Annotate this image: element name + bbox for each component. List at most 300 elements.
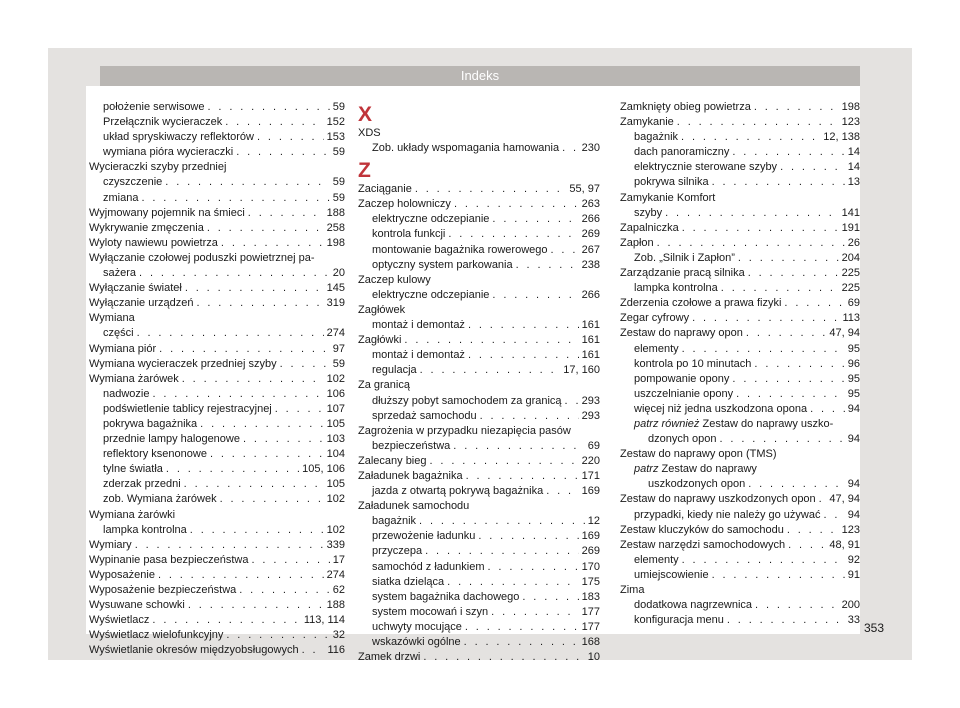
page-reference: 169	[581, 530, 600, 543]
dot-leader	[748, 477, 845, 492]
index-term-text: dach panoramiczny	[634, 146, 730, 159]
dot-leader	[454, 197, 579, 212]
header-title: Indeks	[460, 68, 500, 83]
page-reference: 12, 138	[823, 131, 860, 144]
index-term-text: reflektory ksenonowe	[103, 448, 207, 461]
page-reference: 188	[326, 206, 345, 219]
index-term	[89, 583, 236, 598]
index-term	[358, 197, 451, 212]
dot-leader	[226, 628, 329, 643]
dot-leader	[236, 145, 330, 160]
index-term	[634, 553, 679, 568]
index-term-text: przewożenie ładunku	[372, 530, 476, 543]
page-reference: 267	[581, 243, 600, 256]
index-term-text: przednie lampy halogenowe	[103, 433, 240, 446]
index-term-text: Zestaw do naprawy opon	[620, 327, 743, 340]
index-term-text: bezpieczeństwa	[372, 439, 451, 452]
index-term-text: Zestaw do naprawy	[661, 463, 757, 476]
index-term	[103, 145, 233, 160]
index-entry	[620, 160, 860, 175]
dot-leader	[732, 145, 844, 160]
page-reference: 12	[587, 515, 600, 528]
page-reference: 59	[332, 146, 345, 159]
index-entry	[358, 141, 600, 156]
index-term-text: montowanie bagażnika rowerowego	[372, 243, 548, 256]
index-term-text: elementy	[634, 553, 679, 566]
index-term	[620, 492, 816, 507]
page-reference: 59	[332, 191, 345, 204]
index-term-text: Wyłączanie świateł	[89, 282, 182, 295]
index-entry	[89, 160, 345, 175]
index-term	[103, 523, 187, 538]
index-term-text: Zagrożenia w przypadku niezapięcia pasów	[358, 424, 571, 437]
index-entry	[89, 613, 345, 628]
index-term-text: Zamykanie	[620, 116, 674, 129]
index-term	[372, 529, 475, 544]
index-entry	[620, 311, 860, 326]
index-term-text: montaż i demontaż	[372, 319, 465, 332]
dot-leader	[551, 243, 579, 258]
index-term-text: Wymiana żarówek	[89, 372, 179, 385]
index-term-text: więcej niż jedna uszkodzona opona	[634, 402, 808, 415]
dot-leader	[158, 568, 324, 583]
index-term-text: regulacja	[372, 364, 417, 377]
dot-leader	[788, 538, 826, 553]
index-term-text: Wyloty nawiewu powietrza	[89, 236, 218, 249]
page-reference: 113	[842, 312, 860, 325]
index-entry	[358, 454, 600, 469]
dot-leader	[190, 523, 324, 538]
index-term	[89, 538, 132, 553]
index-term-text: elektryczne odczepianie	[372, 288, 490, 301]
dot-leader	[184, 477, 324, 492]
index-entry	[89, 236, 345, 251]
page-reference: 293	[581, 409, 600, 422]
index-term	[372, 409, 477, 424]
dot-leader	[736, 387, 845, 402]
page-reference: 168	[581, 636, 600, 648]
page-number: 353	[864, 621, 885, 635]
index-term	[634, 372, 729, 387]
dot-leader	[727, 613, 845, 628]
dot-leader	[135, 538, 324, 553]
index-term-text: Zapalniczka	[620, 221, 679, 234]
dot-leader	[677, 115, 839, 130]
page-header	[100, 66, 860, 86]
index-term	[358, 499, 469, 514]
index-term	[358, 454, 427, 469]
dot-leader	[712, 175, 845, 190]
dot-leader	[755, 598, 839, 613]
dot-leader	[682, 221, 839, 236]
index-term	[372, 227, 445, 242]
page-reference: 47, 94	[829, 493, 860, 506]
page-reference: 161	[581, 349, 600, 362]
index-term	[372, 348, 465, 363]
index-term-text: Wyposażenie bezpieczeństwa	[89, 584, 237, 596]
index-column-2	[358, 100, 600, 665]
page-reference: 14	[847, 161, 860, 174]
index-entry	[89, 508, 345, 523]
index-term-text: Zamknięty obieg powietrza	[620, 101, 751, 113]
dot-leader	[430, 454, 579, 469]
index-term-text: Wykrywanie zmęczenia	[89, 221, 204, 234]
page-reference: 238	[581, 258, 600, 271]
index-entry	[620, 342, 860, 357]
index-entry	[620, 145, 860, 160]
page-reference: 116	[327, 644, 345, 657]
index-term	[103, 417, 197, 432]
index-term-text: sażera	[103, 267, 137, 280]
index-term-text: XDS	[358, 127, 381, 139]
index-term	[358, 182, 412, 197]
page-reference: 263	[581, 198, 600, 211]
index-entry	[358, 560, 600, 575]
index-entry	[89, 432, 345, 447]
index-term	[634, 251, 735, 266]
page-reference: 69	[587, 439, 600, 452]
page-reference: 293	[581, 394, 600, 407]
page-reference: 269	[581, 228, 600, 241]
dot-leader	[159, 342, 330, 357]
index-term	[372, 635, 461, 650]
index-entry	[89, 598, 345, 613]
dot-leader	[220, 492, 324, 507]
dot-leader	[196, 296, 323, 311]
index-entry	[620, 251, 860, 266]
index-term	[634, 145, 729, 160]
index-entry	[620, 372, 860, 387]
index-term	[620, 538, 785, 553]
index-term	[634, 387, 733, 402]
index-term-text: elementy	[634, 342, 679, 355]
dot-leader	[166, 462, 299, 477]
dot-leader	[453, 439, 584, 454]
index-entry	[620, 357, 860, 372]
index-term-text: system mocowań i szyn	[372, 605, 489, 618]
index-term	[103, 326, 134, 341]
index-term	[89, 643, 299, 658]
page-reference: 14	[847, 146, 860, 159]
index-term-text: Załadunek bagażnika	[358, 469, 463, 482]
index-entry	[620, 462, 860, 477]
dot-leader	[516, 258, 579, 273]
dot-leader	[468, 318, 579, 333]
index-entry	[89, 175, 345, 190]
dot-leader	[681, 130, 820, 145]
index-term	[372, 394, 562, 409]
page-reference: 103	[326, 433, 345, 446]
index-entry	[358, 529, 600, 544]
index-term-text: Zaciąganie	[358, 183, 412, 196]
index-term	[620, 447, 777, 462]
page-reference: 230	[581, 142, 600, 155]
index-term	[103, 387, 149, 402]
index-term-text: pokrywa silnika	[634, 176, 709, 189]
index-term	[634, 175, 709, 190]
index-term-text: Zestaw do naprawy uszko-	[702, 417, 834, 430]
index-term	[620, 191, 715, 206]
index-term-text: Zagłówki	[358, 334, 402, 347]
index-entry	[89, 477, 345, 492]
dot-leader	[210, 447, 324, 462]
index-term	[372, 212, 489, 227]
index-entry	[620, 221, 860, 236]
index-term-text: położenie serwisowe	[103, 101, 205, 113]
dot-leader	[546, 484, 578, 499]
index-entry	[358, 544, 600, 559]
index-term-text: Wyłączanie czołowej poduszki powietrznej pa-	[89, 251, 315, 264]
dot-leader	[746, 326, 826, 341]
index-entry	[358, 258, 600, 273]
index-term-text: dodatkowa nagrzewnica	[634, 599, 753, 612]
page-reference: 169	[581, 485, 600, 498]
index-term	[620, 326, 743, 341]
index-entry	[89, 628, 345, 643]
dot-leader	[488, 560, 579, 575]
page-reference: 266	[581, 288, 600, 301]
index-term	[620, 236, 654, 251]
dot-leader	[239, 583, 329, 598]
index-term-text: kontrola funkcji	[372, 228, 446, 241]
index-term-text: Wypinanie pasa bezpieczeństwa	[89, 553, 249, 566]
index-term	[89, 613, 149, 628]
index-entry	[89, 281, 345, 296]
page-reference: 17, 160	[563, 364, 600, 377]
dot-leader	[141, 191, 329, 206]
dot-leader	[754, 357, 844, 372]
dot-leader	[657, 236, 845, 251]
index-column-3	[620, 100, 860, 628]
dot-leader	[225, 115, 323, 130]
page-reference: 96	[847, 357, 860, 370]
page-reference: 106	[326, 387, 345, 400]
index-term-text: Zapłon	[620, 236, 654, 249]
index-term	[620, 523, 784, 538]
index-term-text: Zestaw do naprawy uszkodzonych opon	[620, 493, 816, 506]
index-term	[358, 650, 420, 665]
dot-leader	[419, 514, 585, 529]
index-term-text: szyby	[634, 206, 663, 219]
page-reference: 258	[326, 221, 345, 234]
page-reference: 95	[847, 372, 860, 385]
index-entry	[89, 357, 345, 372]
dot-leader	[464, 635, 579, 650]
dot-leader	[420, 363, 561, 378]
index-entry	[358, 635, 600, 650]
dot-leader	[280, 357, 330, 372]
index-term	[634, 160, 777, 175]
page-reference: 94	[847, 478, 860, 491]
index-column-1	[89, 100, 345, 658]
index-entry	[89, 251, 345, 266]
index-entry	[358, 212, 600, 227]
index-entry	[89, 583, 345, 598]
page-reference: 102	[326, 523, 345, 536]
dot-leader	[208, 100, 330, 115]
index-term-text: podświetlenie tablicy rejestracyjnej	[103, 402, 272, 415]
dot-leader	[748, 266, 839, 281]
dot-leader	[738, 251, 839, 266]
page-reference: 198	[841, 101, 860, 113]
index-entry	[620, 432, 860, 447]
dot-leader	[682, 342, 845, 357]
index-term-text: elektryczne odczepianie	[372, 213, 490, 226]
page-reference: 319	[326, 297, 345, 310]
index-entry	[620, 523, 860, 538]
page-reference: 10	[587, 651, 600, 664]
index-entry	[358, 394, 600, 409]
index-term	[620, 311, 689, 326]
index-term	[634, 342, 679, 357]
dot-leader	[810, 402, 845, 417]
index-term-text: pokrywa bagażnika	[103, 417, 198, 430]
page-reference: 204	[841, 251, 860, 264]
index-entry	[620, 266, 860, 281]
page-reference: 183	[581, 590, 600, 603]
index-term	[620, 266, 745, 281]
index-term-text: konfiguracja menu	[634, 614, 724, 627]
page-reference: 94	[847, 433, 860, 446]
index-term	[358, 273, 431, 288]
index-term-text: Wyjmowany pojemnik na śmieci	[89, 206, 245, 219]
dot-leader	[152, 613, 300, 628]
index-term-text: sprzedaż samochodu	[372, 409, 477, 422]
index-term-text: system bagażnika dachowego	[372, 590, 520, 603]
index-term-text: Wysuwane schowki	[89, 599, 185, 612]
index-entry	[620, 508, 860, 523]
index-term-text: umiejscowienie	[634, 568, 709, 581]
page-reference: 104	[326, 448, 345, 461]
index-term	[103, 175, 162, 190]
page-reference: 20	[332, 267, 345, 280]
index-term-text: wymiana pióra wycieraczki	[103, 146, 234, 159]
index-term	[103, 447, 207, 462]
index-term	[89, 236, 218, 251]
index-term	[372, 439, 450, 454]
index-term-text: przypadki, kiedy nie należy go używać	[634, 508, 821, 521]
page-reference: 95	[847, 342, 860, 355]
dot-leader	[248, 206, 324, 221]
dot-leader	[465, 620, 579, 635]
dot-leader	[207, 221, 324, 236]
index-reference-prefix: patrz	[634, 463, 659, 476]
index-term	[372, 575, 444, 590]
index-entry	[358, 409, 600, 424]
dot-leader	[188, 598, 324, 613]
page-reference: 225	[841, 267, 860, 280]
page-reference: 94	[847, 402, 860, 415]
index-term	[358, 469, 463, 484]
dot-leader	[780, 160, 845, 175]
index-term	[89, 281, 182, 296]
index-term	[103, 100, 205, 115]
index-term-text: zob. Wymiana żarówek	[103, 493, 217, 506]
index-entry	[358, 126, 600, 141]
index-term-text: Wyświetlacz	[89, 614, 150, 627]
index-term	[372, 560, 485, 575]
page-reference: 69	[847, 297, 860, 310]
page-reference: 274	[326, 327, 345, 340]
page-reference: 191	[841, 221, 860, 234]
index-entry	[89, 266, 345, 281]
dot-leader	[466, 469, 579, 484]
index-entry	[620, 402, 860, 417]
index-entry	[620, 598, 860, 613]
dot-leader	[425, 544, 579, 559]
index-entry	[620, 281, 860, 296]
index-entry	[620, 538, 860, 553]
index-entry	[358, 318, 600, 333]
page-reference: 269	[581, 545, 600, 558]
dot-leader	[404, 333, 578, 348]
section-letter: X	[358, 103, 373, 126]
index-entry	[358, 424, 600, 439]
index-term-text: części	[103, 327, 134, 340]
page-reference: 55, 97	[569, 183, 600, 196]
dot-leader	[565, 394, 579, 409]
index-entry	[89, 206, 345, 221]
index-term-text: elektrycznie sterowane szyby	[634, 161, 778, 174]
index-term-text: Przełącznik wycieraczek	[103, 116, 223, 129]
index-term-text: pompowanie opony	[634, 372, 730, 385]
index-term	[89, 160, 226, 175]
index-term	[89, 342, 156, 357]
index-term	[358, 424, 571, 439]
dot-leader	[712, 568, 845, 583]
dot-leader	[819, 492, 827, 507]
index-term	[634, 130, 678, 145]
page-reference: 32	[332, 629, 345, 642]
index-term	[89, 598, 185, 613]
dot-leader	[732, 372, 844, 387]
index-term	[372, 258, 513, 273]
page-reference: 161	[581, 334, 600, 347]
index-term	[634, 613, 724, 628]
index-term-text: Zestaw kluczyków do samochodu	[620, 523, 784, 536]
page-reference: 274	[326, 568, 345, 581]
dot-leader	[562, 141, 579, 156]
index-term	[372, 605, 488, 620]
page-reference: 153	[326, 131, 345, 144]
page-reference: 141	[841, 206, 860, 219]
index-term	[372, 288, 489, 303]
index-term	[372, 484, 543, 499]
index-term-text: nadwozie	[103, 387, 150, 400]
index-entry	[358, 348, 600, 363]
page-reference: 26	[847, 236, 860, 249]
dot-leader	[423, 650, 584, 665]
dot-leader	[682, 553, 845, 568]
section-letter: Z	[358, 159, 371, 183]
index-term	[358, 333, 401, 348]
index-entry	[620, 175, 860, 190]
index-term-text: uchwyty mocujące	[372, 620, 462, 633]
index-term	[89, 221, 204, 236]
index-entry	[358, 469, 600, 484]
index-entry	[358, 575, 600, 590]
index-entry	[620, 447, 860, 462]
index-term-text: Zderzenia czołowe a prawa fizyki	[620, 297, 782, 310]
index-term-text: zmiana	[103, 191, 139, 204]
index-entry	[620, 568, 860, 583]
index-entry	[358, 243, 600, 258]
dot-leader	[823, 508, 844, 523]
index-term	[103, 492, 217, 507]
index-term	[103, 191, 138, 206]
index-entry	[89, 145, 345, 160]
index-term	[372, 243, 548, 258]
